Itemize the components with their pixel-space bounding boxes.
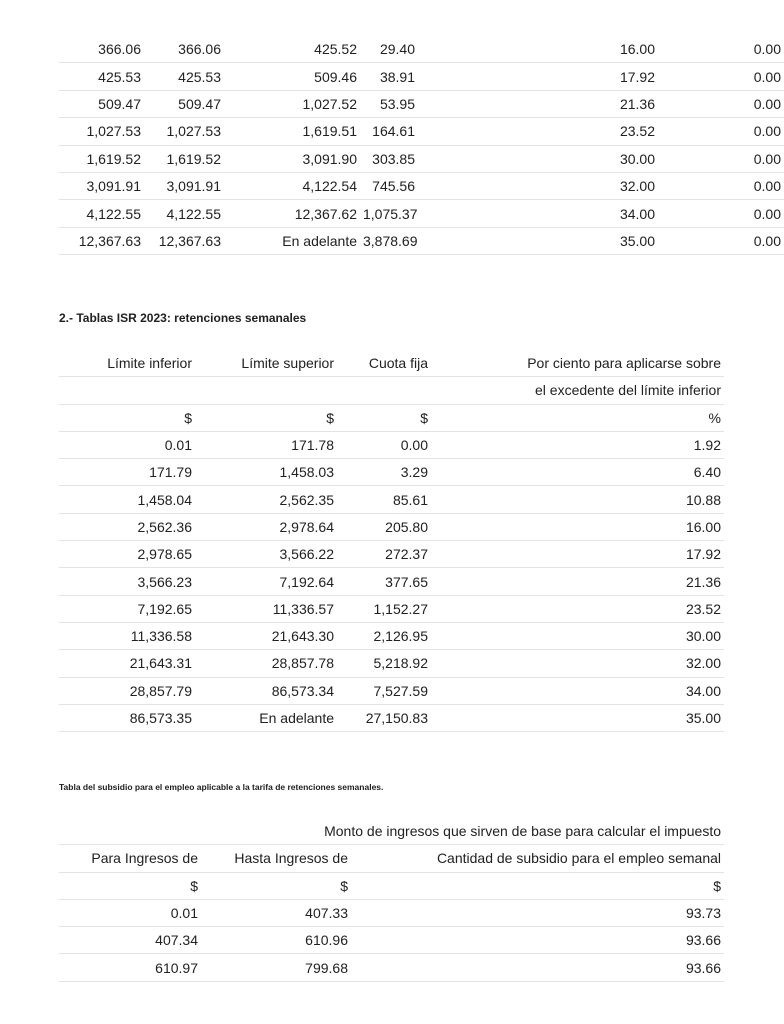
table-row	[59, 899, 724, 926]
table-cell: 272.37	[337, 541, 431, 568]
table-cell: 3,566.22	[195, 541, 337, 568]
table-row	[59, 704, 724, 731]
table-row	[59, 513, 724, 540]
table-cell: 32.00	[418, 172, 658, 199]
table-cell: 28,857.79	[59, 677, 195, 704]
table-cell: 0.00	[658, 172, 784, 199]
weekly-isr-units-row	[59, 404, 724, 431]
table-cell: 21.36	[431, 568, 724, 595]
table-cell: 27,150.83	[337, 704, 431, 731]
unit-cell: $	[201, 872, 351, 899]
table-cell: 11,336.58	[59, 622, 195, 649]
table-row	[59, 200, 784, 227]
table-cell: 93.73	[351, 899, 724, 926]
table-row	[59, 677, 724, 704]
table-cell: 4,122.55	[59, 200, 144, 227]
table-cell: 610.97	[59, 954, 201, 981]
weekly-isr-header-row	[59, 350, 724, 377]
table-cell: 21,643.30	[195, 622, 337, 649]
table-row	[59, 118, 784, 145]
table-cell: 29.40	[360, 36, 418, 63]
table-cell: 1,027.53	[144, 118, 224, 145]
table-cell: 21,643.31	[59, 650, 195, 677]
table-cell: 85.61	[337, 486, 431, 513]
table-cell: 377.65	[337, 568, 431, 595]
table-cell: 17.92	[418, 63, 658, 90]
table-cell: 799.68	[201, 954, 351, 981]
table-cell: 0.00	[658, 200, 784, 227]
table-cell: 35.00	[431, 704, 724, 731]
table-cell: 4,122.55	[144, 200, 224, 227]
isr-table-continuation	[59, 36, 784, 255]
header-cuota-fija: Cuota fija	[337, 350, 431, 377]
table-row	[59, 486, 724, 513]
table-cell: 7,192.65	[59, 595, 195, 622]
section-title-weekly-withholding: 2.- Tablas ISR 2023: retenciones semanales	[59, 311, 307, 325]
table-cell: 1,027.52	[224, 90, 360, 117]
table-cell: 23.52	[431, 595, 724, 622]
table-cell: En adelante	[195, 704, 337, 731]
table-cell: 407.33	[201, 899, 351, 926]
header-por-ciento-line2: el excedente del límite inferior	[431, 377, 724, 404]
table-cell: 2,562.35	[195, 486, 337, 513]
table-cell: 34.00	[431, 677, 724, 704]
weekly-isr-table-body	[59, 431, 724, 731]
table-cell: 16.00	[418, 36, 658, 63]
table-cell: 745.56	[360, 172, 418, 199]
table-cell: 171.78	[195, 431, 337, 458]
table-cell: 3,878.69	[360, 227, 418, 254]
table-cell: 11,336.57	[195, 595, 337, 622]
table-cell: 21.36	[418, 90, 658, 117]
header-hasta-ingresos: Hasta Ingresos de	[201, 845, 351, 872]
table-cell: 3,091.90	[224, 145, 360, 172]
table-cell: 3,091.91	[144, 172, 224, 199]
subsidy-super-header: Monto de ingresos que sirven de base para calcular el impuesto	[324, 823, 722, 840]
unit-cell: $	[59, 872, 201, 899]
header-por-ciento: Por ciento para aplicarse sobre	[431, 350, 724, 377]
table-cell: 407.34	[59, 927, 201, 954]
table-cell: 0.01	[59, 899, 201, 926]
table-cell: 164.61	[360, 118, 418, 145]
table-cell: 2,978.65	[59, 541, 195, 568]
table-cell: 38.91	[360, 63, 418, 90]
unit-cell: $	[195, 404, 337, 431]
table-cell: 16.00	[431, 513, 724, 540]
table-row	[59, 431, 724, 458]
table-cell: 0.00	[658, 36, 784, 63]
header-para-ingresos: Para Ingresos de	[59, 845, 201, 872]
table-cell: 1,619.52	[144, 145, 224, 172]
table-cell: 32.00	[431, 650, 724, 677]
table-row	[59, 927, 724, 954]
table-cell: 28,857.78	[195, 650, 337, 677]
table-cell: 1,027.53	[59, 118, 144, 145]
table-row	[59, 90, 784, 117]
table-cell: 34.00	[418, 200, 658, 227]
table-cell: 2,978.64	[195, 513, 337, 540]
unit-cell: $	[337, 404, 431, 431]
table-cell: 93.66	[351, 954, 724, 981]
table-cell: 0.00	[658, 227, 784, 254]
unit-cell: $	[351, 872, 724, 899]
table-cell: 17.92	[431, 541, 724, 568]
table-cell: 53.95	[360, 90, 418, 117]
table-cell: 171.79	[59, 459, 195, 486]
table-cell: 0.01	[59, 431, 195, 458]
table-cell: 1.92	[431, 431, 724, 458]
table-row	[59, 595, 724, 622]
table-cell: 5,218.92	[337, 650, 431, 677]
table-row	[59, 459, 724, 486]
table-cell: 0.00	[658, 90, 784, 117]
subsidy-header-row	[59, 845, 724, 872]
table-cell: 610.96	[201, 927, 351, 954]
subsidy-super-header-row	[59, 818, 724, 845]
employment-subsidy-table-body	[59, 899, 724, 981]
header-cantidad-subsidio: Cantidad de subsidio para el empleo semanal	[351, 845, 724, 872]
table-row	[59, 145, 784, 172]
table-cell: 1,075.37	[360, 200, 418, 227]
table-cell: 0.00	[658, 145, 784, 172]
table-cell: 1,458.03	[195, 459, 337, 486]
table-cell: 30.00	[431, 622, 724, 649]
table-cell: 205.80	[337, 513, 431, 540]
table-row	[59, 954, 724, 981]
table-cell: 0.00	[337, 431, 431, 458]
subsidy-units-row	[59, 872, 724, 899]
table-cell: 12,367.63	[144, 227, 224, 254]
table-cell: 23.52	[418, 118, 658, 145]
table-cell: 1,458.04	[59, 486, 195, 513]
table-cell: 1,619.52	[59, 145, 144, 172]
table-cell: 93.66	[351, 927, 724, 954]
table-cell: 7,527.59	[337, 677, 431, 704]
table-cell: 303.85	[360, 145, 418, 172]
unit-cell: $	[59, 404, 195, 431]
employment-subsidy-table	[59, 818, 724, 982]
table-cell: 1,619.51	[224, 118, 360, 145]
table-cell: 425.52	[224, 36, 360, 63]
table-cell: 86,573.34	[195, 677, 337, 704]
table-row	[59, 568, 724, 595]
table-cell: 12,367.63	[59, 227, 144, 254]
table-row	[59, 227, 784, 254]
table-cell: 4,122.54	[224, 172, 360, 199]
table-cell: 0.00	[658, 118, 784, 145]
table-cell: 12,367.62	[224, 200, 360, 227]
table-cell: 30.00	[418, 145, 658, 172]
table-row	[59, 172, 784, 199]
unit-cell: %	[431, 404, 724, 431]
table-cell: 6.40	[431, 459, 724, 486]
table-cell: 2,562.36	[59, 513, 195, 540]
table-cell: 3.29	[337, 459, 431, 486]
section-title-employment-subsidy: Tabla del subsidio para el empleo aplicable a la tarifa de retenciones semanales.	[59, 782, 384, 792]
header-limite-superior: Límite superior	[195, 350, 337, 377]
table-row	[59, 650, 724, 677]
table-cell: 509.47	[59, 90, 144, 117]
table-cell: 86,573.35	[59, 704, 195, 731]
weekly-isr-header-row-2	[59, 377, 724, 404]
weekly-isr-table	[59, 350, 724, 732]
table-cell: En adelante	[224, 227, 360, 254]
table-cell: 425.53	[59, 63, 144, 90]
table-cell: 425.53	[144, 63, 224, 90]
table-cell: 366.06	[59, 36, 144, 63]
table-cell: 7,192.64	[195, 568, 337, 595]
table-cell: 2,126.95	[337, 622, 431, 649]
table-row	[59, 63, 784, 90]
table-cell: 509.46	[224, 63, 360, 90]
table-cell: 509.47	[144, 90, 224, 117]
isr-table-continuation-body	[59, 36, 784, 255]
table-cell: 1,152.27	[337, 595, 431, 622]
header-limite-inferior: Límite inferior	[59, 350, 195, 377]
table-cell: 10.88	[431, 486, 724, 513]
table-row	[59, 36, 784, 63]
table-cell: 0.00	[658, 63, 784, 90]
table-row	[59, 541, 724, 568]
table-cell: 35.00	[418, 227, 658, 254]
table-cell: 3,091.91	[59, 172, 144, 199]
table-row	[59, 622, 724, 649]
table-cell: 3,566.23	[59, 568, 195, 595]
table-cell: 366.06	[144, 36, 224, 63]
